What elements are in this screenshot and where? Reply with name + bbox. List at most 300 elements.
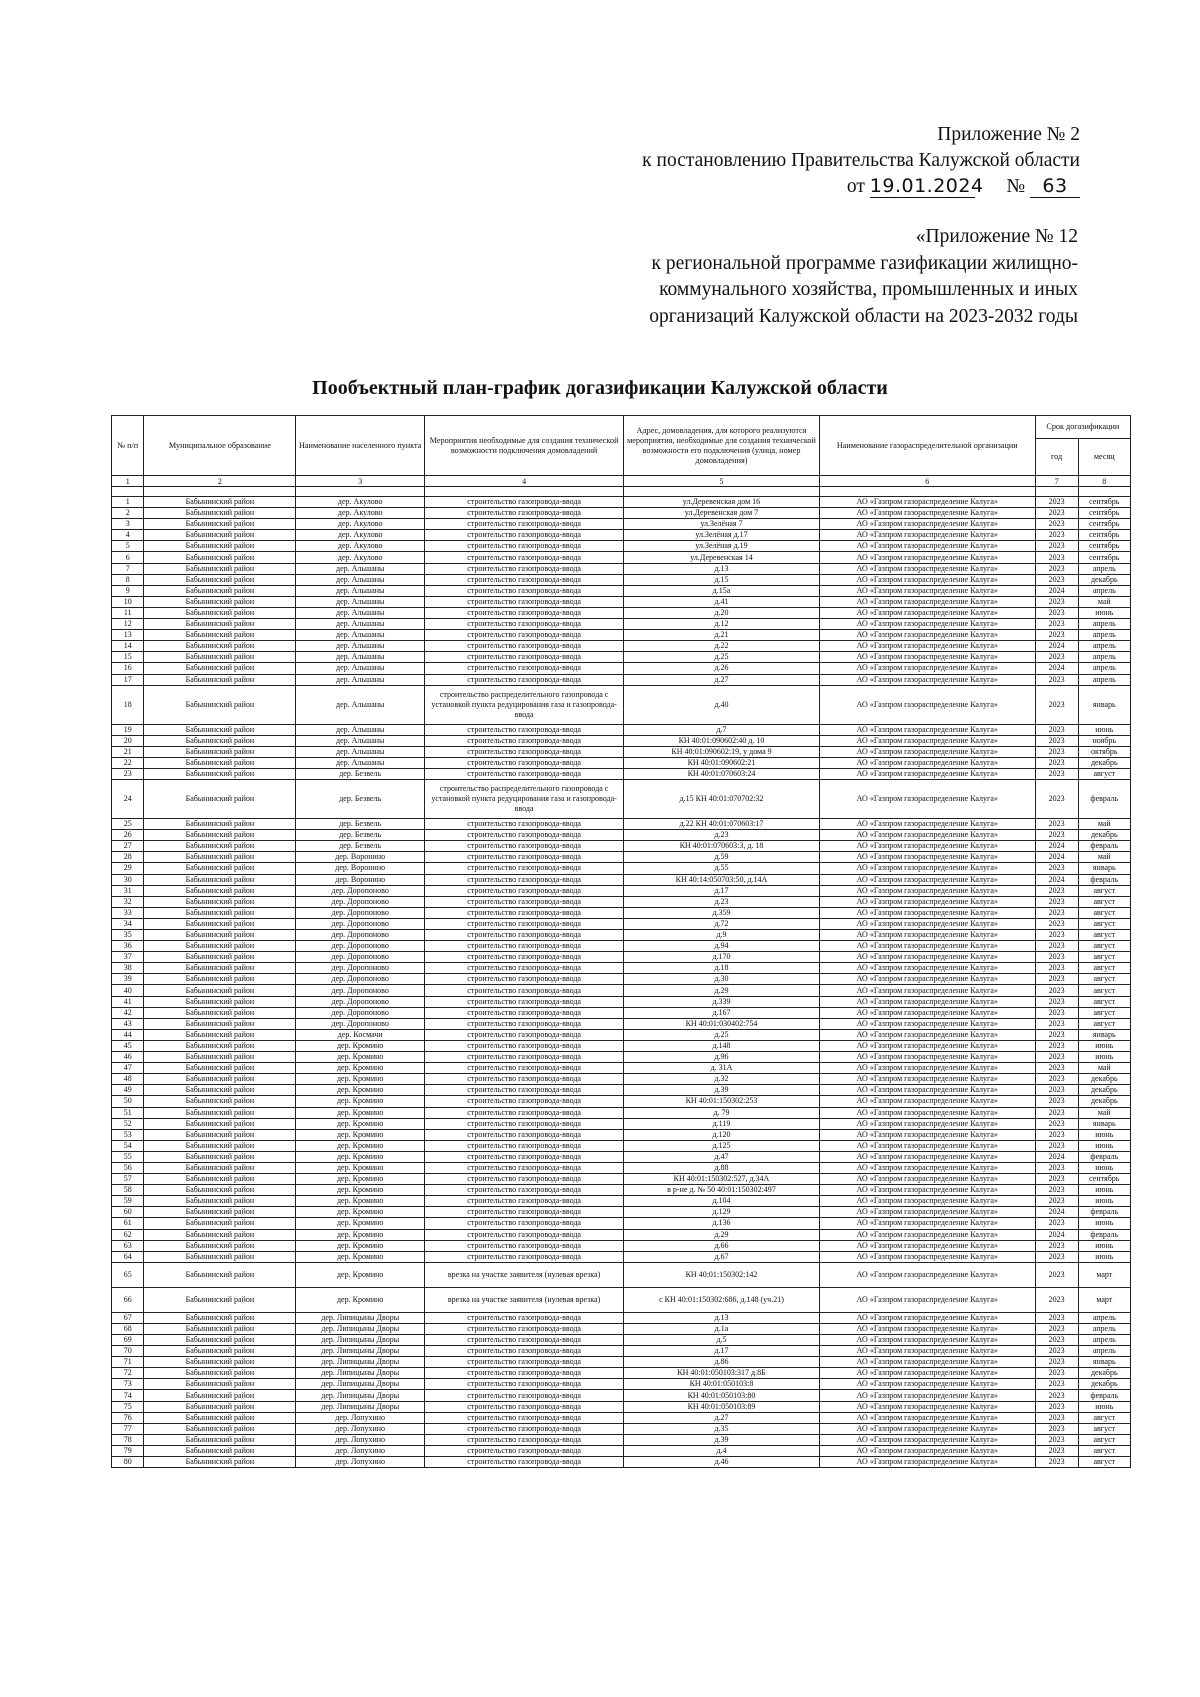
measure-cell: строительство газопровода-ввода bbox=[425, 1063, 624, 1074]
address-cell: д.29 bbox=[624, 985, 820, 996]
year-cell: 2023 bbox=[1035, 735, 1078, 746]
measure-cell: строительство газопровода-ввода bbox=[425, 1401, 624, 1412]
month-cell: декабрь bbox=[1078, 757, 1130, 768]
month-cell: январь bbox=[1078, 1357, 1130, 1368]
settlement-cell: дер. Кромино bbox=[296, 1251, 425, 1262]
gdo-cell: АО «Газпром газораспределение Калуга» bbox=[819, 1401, 1035, 1412]
year-cell: 2023 bbox=[1035, 918, 1078, 929]
year-cell: 2023 bbox=[1035, 619, 1078, 630]
table-row bbox=[112, 1218, 1131, 1229]
measure-cell: строительство газопровода-ввода bbox=[425, 1162, 624, 1173]
gdo-cell: АО «Газпром газораспределение Калуга» bbox=[819, 1229, 1035, 1240]
gdo-cell: АО «Газпром газораспределение Калуга» bbox=[819, 1085, 1035, 1096]
municipality-cell: Бабынинский район bbox=[144, 1040, 296, 1051]
address-cell: д.88 bbox=[624, 1162, 820, 1173]
address-cell: д.1а bbox=[624, 1323, 820, 1334]
measure-cell: строительство газопровода-ввода bbox=[425, 1018, 624, 1029]
gdo-cell: АО «Газпром газораспределение Калуга» bbox=[819, 1196, 1035, 1207]
col-number: 8 bbox=[1078, 476, 1130, 487]
settlement-cell: дер. Воронино bbox=[296, 852, 425, 863]
address-cell: д.15 bbox=[624, 574, 820, 585]
settlement-cell: дер. Доропоново bbox=[296, 985, 425, 996]
table-row bbox=[112, 885, 1131, 896]
table-row bbox=[112, 619, 1131, 630]
row-number: 55 bbox=[112, 1151, 144, 1162]
measure-cell: строительство газопровода-ввода bbox=[425, 930, 624, 941]
year-cell: 2024 bbox=[1035, 841, 1078, 852]
address-cell: ул.Зелёная д.17 bbox=[624, 530, 820, 541]
gdo-cell: АО «Газпром газораспределение Калуга» bbox=[819, 1096, 1035, 1107]
address-cell: д.136 bbox=[624, 1218, 820, 1229]
table-row bbox=[112, 563, 1131, 574]
measure-cell: строительство газопровода-ввода bbox=[425, 819, 624, 830]
measure-cell: строительство газопровода-ввода bbox=[425, 641, 624, 652]
year-cell: 2023 bbox=[1035, 563, 1078, 574]
table-row bbox=[112, 874, 1131, 885]
year-cell: 2023 bbox=[1035, 1287, 1078, 1312]
month-cell: декабрь bbox=[1078, 1085, 1130, 1096]
year-cell: 2023 bbox=[1035, 1457, 1078, 1468]
municipality-cell: Бабынинский район bbox=[144, 1207, 296, 1218]
settlement-cell: дер. Альшаны bbox=[296, 663, 425, 674]
row-number: 5 bbox=[112, 541, 144, 552]
month-cell: февраль bbox=[1078, 1390, 1130, 1401]
decree-date: 19.01.2024 bbox=[869, 175, 984, 197]
gdo-cell: АО «Газпром газораспределение Калуга» bbox=[819, 1251, 1035, 1262]
month-cell: август bbox=[1078, 996, 1130, 1007]
settlement-cell: дер. Альшаны bbox=[296, 585, 425, 596]
settlement-cell: дер. Альшаны bbox=[296, 619, 425, 630]
settlement-cell: дер. Доропоново bbox=[296, 963, 425, 974]
address-cell: КН 40:01:150302:527, д.34А bbox=[624, 1174, 820, 1185]
row-number: 12 bbox=[112, 619, 144, 630]
settlement-cell: дер. Космачи bbox=[296, 1029, 425, 1040]
table-row bbox=[112, 941, 1131, 952]
measure-cell: строительство газопровода-ввода bbox=[425, 1312, 624, 1323]
gdo-cell: АО «Газпром газораспределение Калуга» bbox=[819, 996, 1035, 1007]
gdo-cell: АО «Газпром газораспределение Калуга» bbox=[819, 1346, 1035, 1357]
month-cell: сентябрь bbox=[1078, 508, 1130, 519]
settlement-cell: дер. Альшаны bbox=[296, 652, 425, 663]
municipality-cell: Бабынинский район bbox=[144, 963, 296, 974]
measure-cell: врезка на участке заявителя (нулевая врезка) bbox=[425, 1262, 624, 1287]
row-number: 53 bbox=[112, 1129, 144, 1140]
year-cell: 2023 bbox=[1035, 863, 1078, 874]
row-number: 2 bbox=[112, 508, 144, 519]
measure-cell: строительство газопровода-ввода bbox=[425, 1390, 624, 1401]
measure-cell: строительство газопровода-ввода bbox=[425, 1423, 624, 1434]
municipality-cell: Бабынинский район bbox=[144, 735, 296, 746]
measure-cell: врезка на участке заявителя (нулевая врезка) bbox=[425, 1287, 624, 1312]
municipality-cell: Бабынинский район bbox=[144, 619, 296, 630]
address-cell: д.59 bbox=[624, 852, 820, 863]
table-body bbox=[112, 497, 1131, 1468]
table-row bbox=[112, 1401, 1131, 1412]
row-number: 65 bbox=[112, 1262, 144, 1287]
settlement-cell: дер. Доропоново bbox=[296, 930, 425, 941]
settlement-cell: дер. Альшаны bbox=[296, 685, 425, 724]
address-cell: КН 40:01:050103:8 bbox=[624, 1379, 820, 1390]
settlement-cell: дер. Кромино bbox=[296, 1085, 425, 1096]
program-appendix-header bbox=[518, 224, 1078, 330]
gasification-schedule-table bbox=[111, 415, 1131, 1468]
measure-cell: строительство газопровода-ввода bbox=[425, 724, 624, 735]
col-number: 5 bbox=[624, 476, 820, 487]
table-row bbox=[112, 1107, 1131, 1118]
year-cell: 2023 bbox=[1035, 724, 1078, 735]
table-row bbox=[112, 1357, 1131, 1368]
measure-cell: строительство газопровода-ввода bbox=[425, 630, 624, 641]
date-label: от bbox=[846, 176, 865, 197]
gdo-cell: АО «Газпром газораспределение Калуга» bbox=[819, 746, 1035, 757]
program-appendix-number: «Приложение № 12 bbox=[915, 226, 1078, 247]
row-number: 78 bbox=[112, 1434, 144, 1445]
address-cell: в р-не д. № 50 40:01:150302:497 bbox=[624, 1185, 820, 1196]
row-number: 54 bbox=[112, 1140, 144, 1151]
row-number: 57 bbox=[112, 1174, 144, 1185]
year-cell: 2023 bbox=[1035, 974, 1078, 985]
year-cell: 2023 bbox=[1035, 768, 1078, 779]
row-number: 51 bbox=[112, 1107, 144, 1118]
row-number: 37 bbox=[112, 952, 144, 963]
year-cell: 2023 bbox=[1035, 1196, 1078, 1207]
municipality-cell: Бабынинский район bbox=[144, 1007, 296, 1018]
year-cell: 2023 bbox=[1035, 896, 1078, 907]
measure-cell: строительство газопровода-ввода bbox=[425, 1074, 624, 1085]
address-cell: КН 40:01:090602:21 bbox=[624, 757, 820, 768]
row-number: 19 bbox=[112, 724, 144, 735]
month-cell: август bbox=[1078, 918, 1130, 929]
col-header-num: № п/п bbox=[112, 416, 144, 476]
measure-cell: строительство газопровода-ввода bbox=[425, 985, 624, 996]
municipality-cell: Бабынинский район bbox=[144, 1357, 296, 1368]
address-cell: д.15 КН 40:01:070702:32 bbox=[624, 780, 820, 819]
table-row bbox=[112, 996, 1131, 1007]
col-header-address: Адрес, домовладения, для которого реализуются мероприятия, необходимые для создания технической возможности его подключения (улица, номер домовладения) bbox=[624, 416, 820, 476]
gdo-cell: АО «Газпром газораспределение Калуга» bbox=[819, 652, 1035, 663]
year-cell: 2023 bbox=[1035, 1368, 1078, 1379]
table-row bbox=[112, 607, 1131, 618]
address-cell: д.47 bbox=[624, 1151, 820, 1162]
measure-cell: строительство газопровода-ввода bbox=[425, 1457, 624, 1468]
row-number: 13 bbox=[112, 630, 144, 641]
gdo-cell: АО «Газпром газораспределение Калуга» bbox=[819, 1007, 1035, 1018]
year-cell: 2023 bbox=[1035, 930, 1078, 941]
settlement-cell: дер. Кромино bbox=[296, 1074, 425, 1085]
table-row bbox=[112, 685, 1131, 724]
settlement-cell: дер. Лопухино bbox=[296, 1457, 425, 1468]
measure-cell: строительство газопровода-ввода bbox=[425, 1007, 624, 1018]
month-cell: сентябрь bbox=[1078, 519, 1130, 530]
municipality-cell: Бабынинский район bbox=[144, 519, 296, 530]
municipality-cell: Бабынинский район bbox=[144, 907, 296, 918]
address-cell: ул.Зелёная 7 bbox=[624, 519, 820, 530]
municipality-cell: Бабынинский район bbox=[144, 1287, 296, 1312]
municipality-cell: Бабынинский район bbox=[144, 852, 296, 863]
gdo-cell: АО «Газпром газораспределение Калуга» bbox=[819, 768, 1035, 779]
municipality-cell: Бабынинский район bbox=[144, 885, 296, 896]
year-cell: 2023 bbox=[1035, 757, 1078, 768]
measure-cell: строительство газопровода-ввода bbox=[425, 541, 624, 552]
gdo-cell: АО «Газпром газораспределение Калуга» bbox=[819, 1185, 1035, 1196]
month-cell: декабрь bbox=[1078, 574, 1130, 585]
month-cell: август bbox=[1078, 985, 1130, 996]
address-cell: д.129 bbox=[624, 1207, 820, 1218]
table-row bbox=[112, 724, 1131, 735]
address-cell: д.22 КН 40:01:070603:17 bbox=[624, 819, 820, 830]
address-cell: д.46 bbox=[624, 1457, 820, 1468]
table-row bbox=[112, 1207, 1131, 1218]
measure-cell: строительство газопровода-ввода bbox=[425, 1196, 624, 1207]
appendix-number: Приложение № 2 bbox=[937, 124, 1080, 145]
month-cell: январь bbox=[1078, 1118, 1130, 1129]
address-cell: д.40 bbox=[624, 685, 820, 724]
table-row bbox=[112, 663, 1131, 674]
measure-cell: строительство газопровода-ввода bbox=[425, 497, 624, 508]
table-row bbox=[112, 1323, 1131, 1334]
row-number: 26 bbox=[112, 830, 144, 841]
table-row bbox=[112, 630, 1131, 641]
month-cell: июнь bbox=[1078, 1129, 1130, 1140]
year-cell: 2023 bbox=[1035, 985, 1078, 996]
col-header-municipality: Муниципальное образование bbox=[144, 416, 296, 476]
gdo-cell: АО «Газпром газораспределение Калуга» bbox=[819, 885, 1035, 896]
municipality-cell: Бабынинский район bbox=[144, 1162, 296, 1173]
address-cell: д. 31А bbox=[624, 1063, 820, 1074]
municipality-cell: Бабынинский район bbox=[144, 746, 296, 757]
month-cell: июнь bbox=[1078, 1251, 1130, 1262]
year-cell: 2023 bbox=[1035, 1323, 1078, 1334]
month-cell: май bbox=[1078, 1107, 1130, 1118]
municipality-cell: Бабынинский район bbox=[144, 497, 296, 508]
table-row bbox=[112, 974, 1131, 985]
gdo-cell: АО «Газпром газораспределение Калуга» bbox=[819, 896, 1035, 907]
table-row bbox=[112, 585, 1131, 596]
measure-cell: строительство газопровода-ввода bbox=[425, 1140, 624, 1151]
settlement-cell: дер. Кромино bbox=[296, 1162, 425, 1173]
program-ref-line-3: организаций Калужской области на 2023-2032 годы bbox=[649, 305, 1078, 327]
month-cell: декабрь bbox=[1078, 1096, 1130, 1107]
month-cell: апрель bbox=[1078, 619, 1130, 630]
municipality-cell: Бабынинский район bbox=[144, 930, 296, 941]
row-number: 43 bbox=[112, 1018, 144, 1029]
settlement-cell: дер. Воронино bbox=[296, 863, 425, 874]
month-cell: апрель bbox=[1078, 1312, 1130, 1323]
year-cell: 2023 bbox=[1035, 780, 1078, 819]
month-cell: декабрь bbox=[1078, 1368, 1130, 1379]
row-number: 80 bbox=[112, 1457, 144, 1468]
municipality-cell: Бабынинский район bbox=[144, 1107, 296, 1118]
settlement-cell: дер. Липицыны Дворы bbox=[296, 1323, 425, 1334]
gdo-cell: АО «Газпром газораспределение Калуга» bbox=[819, 497, 1035, 508]
row-number: 28 bbox=[112, 852, 144, 863]
row-number: 29 bbox=[112, 863, 144, 874]
month-cell: март bbox=[1078, 1262, 1130, 1287]
col-header-deadline: Срок догазификации bbox=[1035, 416, 1130, 439]
year-cell: 2023 bbox=[1035, 1445, 1078, 1456]
table-row bbox=[112, 1240, 1131, 1251]
row-number: 73 bbox=[112, 1379, 144, 1390]
measure-cell: строительство газопровода-ввода bbox=[425, 563, 624, 574]
table-row bbox=[112, 1390, 1131, 1401]
year-cell: 2023 bbox=[1035, 1129, 1078, 1140]
month-cell: сентябрь bbox=[1078, 552, 1130, 563]
settlement-cell: дер. Кромино bbox=[296, 1240, 425, 1251]
decree-date-number-line bbox=[480, 174, 1080, 200]
year-cell: 2023 bbox=[1035, 1007, 1078, 1018]
municipality-cell: Бабынинский район bbox=[144, 1423, 296, 1434]
settlement-cell: дер. Альшаны bbox=[296, 757, 425, 768]
gdo-cell: АО «Газпром газораспределение Калуга» bbox=[819, 724, 1035, 735]
row-number: 24 bbox=[112, 780, 144, 819]
row-number: 52 bbox=[112, 1118, 144, 1129]
measure-cell: строительство газопровода-ввода bbox=[425, 1096, 624, 1107]
row-number: 7 bbox=[112, 563, 144, 574]
address-cell: д.96 bbox=[624, 1052, 820, 1063]
year-cell: 2023 bbox=[1035, 885, 1078, 896]
month-cell: апрель bbox=[1078, 630, 1130, 641]
year-cell: 2023 bbox=[1035, 1185, 1078, 1196]
row-number: 34 bbox=[112, 918, 144, 929]
municipality-cell: Бабынинский район bbox=[144, 641, 296, 652]
gdo-cell: АО «Газпром газораспределение Калуга» bbox=[819, 685, 1035, 724]
table-row bbox=[112, 1346, 1131, 1357]
measure-cell: строительство газопровода-ввода bbox=[425, 841, 624, 852]
row-number: 18 bbox=[112, 685, 144, 724]
year-cell: 2023 bbox=[1035, 1379, 1078, 1390]
address-cell: д.22 bbox=[624, 641, 820, 652]
year-cell: 2024 bbox=[1035, 1229, 1078, 1240]
measure-cell: строительство газопровода-ввода bbox=[425, 952, 624, 963]
settlement-cell: дер. Альшаны bbox=[296, 574, 425, 585]
municipality-cell: Бабынинский район bbox=[144, 1052, 296, 1063]
gdo-cell: АО «Газпром газораспределение Калуга» bbox=[819, 1379, 1035, 1390]
measure-cell: строительство газопровода-ввода bbox=[425, 508, 624, 519]
table-row bbox=[112, 1018, 1131, 1029]
month-cell: февраль bbox=[1078, 1151, 1130, 1162]
settlement-cell: дер. Липицыны Дворы bbox=[296, 1357, 425, 1368]
year-cell: 2023 bbox=[1035, 1346, 1078, 1357]
settlement-cell: дер. Безвель bbox=[296, 830, 425, 841]
municipality-cell: Бабынинский район bbox=[144, 1196, 296, 1207]
municipality-cell: Бабынинский район bbox=[144, 985, 296, 996]
row-number: 77 bbox=[112, 1423, 144, 1434]
measure-cell: строительство газопровода-ввода bbox=[425, 1129, 624, 1140]
year-cell: 2023 bbox=[1035, 1096, 1078, 1107]
month-cell: апрель bbox=[1078, 652, 1130, 663]
table-row bbox=[112, 830, 1131, 841]
settlement-cell: дер. Безвель bbox=[296, 780, 425, 819]
measure-cell: строительство газопровода-ввода bbox=[425, 1107, 624, 1118]
row-number: 30 bbox=[112, 874, 144, 885]
row-number: 47 bbox=[112, 1063, 144, 1074]
municipality-cell: Бабынинский район bbox=[144, 941, 296, 952]
program-ref-line-1: к региональной программе газификации жилищно- bbox=[651, 252, 1078, 274]
row-number: 1 bbox=[112, 497, 144, 508]
municipality-cell: Бабынинский район bbox=[144, 918, 296, 929]
measure-cell: строительство газопровода-ввода bbox=[425, 607, 624, 618]
address-cell: д.167 bbox=[624, 1007, 820, 1018]
year-cell: 2023 bbox=[1035, 941, 1078, 952]
measure-cell: строительство газопровода-ввода bbox=[425, 552, 624, 563]
address-cell: д.25 bbox=[624, 1029, 820, 1040]
gdo-cell: АО «Газпром газораспределение Калуга» bbox=[819, 863, 1035, 874]
year-cell: 2023 bbox=[1035, 1434, 1078, 1445]
row-number: 11 bbox=[112, 607, 144, 618]
table-row bbox=[112, 918, 1131, 929]
settlement-cell: дер. Доропоново bbox=[296, 918, 425, 929]
address-cell: д.30 bbox=[624, 974, 820, 985]
gdo-cell: АО «Газпром газораспределение Калуга» bbox=[819, 757, 1035, 768]
address-cell: д.18 bbox=[624, 963, 820, 974]
address-cell: д.4 bbox=[624, 1445, 820, 1456]
municipality-cell: Бабынинский район bbox=[144, 574, 296, 585]
year-cell: 2023 bbox=[1035, 1029, 1078, 1040]
table-row bbox=[112, 574, 1131, 585]
col-header-month: месяц bbox=[1078, 439, 1130, 476]
gdo-cell: АО «Газпром газораспределение Калуга» bbox=[819, 985, 1035, 996]
month-cell: февраль bbox=[1078, 874, 1130, 885]
gdo-cell: АО «Газпром газораспределение Калуга» bbox=[819, 1018, 1035, 1029]
year-cell: 2023 bbox=[1035, 607, 1078, 618]
month-cell: сентябрь bbox=[1078, 497, 1130, 508]
table-row bbox=[112, 1052, 1131, 1063]
measure-cell: строительство газопровода-ввода bbox=[425, 1323, 624, 1334]
month-cell: июнь bbox=[1078, 1040, 1130, 1051]
month-cell: август bbox=[1078, 1018, 1130, 1029]
measure-cell: строительство газопровода-ввода bbox=[425, 1357, 624, 1368]
year-cell: 2023 bbox=[1035, 1085, 1078, 1096]
gdo-cell: АО «Газпром газораспределение Калуга» bbox=[819, 619, 1035, 630]
settlement-cell: дер. Доропоново bbox=[296, 974, 425, 985]
municipality-cell: Бабынинский район bbox=[144, 874, 296, 885]
table-row bbox=[112, 1174, 1131, 1185]
row-number: 8 bbox=[112, 574, 144, 585]
municipality-cell: Бабынинский район bbox=[144, 1323, 296, 1334]
month-cell: июнь bbox=[1078, 1240, 1130, 1251]
gdo-cell: АО «Газпром газораспределение Калуга» bbox=[819, 674, 1035, 685]
settlement-cell: дер. Альшаны bbox=[296, 563, 425, 574]
settlement-cell: дер. Акулово bbox=[296, 541, 425, 552]
row-number: 72 bbox=[112, 1368, 144, 1379]
table-row bbox=[112, 1151, 1131, 1162]
municipality-cell: Бабынинский район bbox=[144, 530, 296, 541]
municipality-cell: Бабынинский район bbox=[144, 1390, 296, 1401]
row-number: 4 bbox=[112, 530, 144, 541]
decree-reference: к постановлению Правительства Калужской области bbox=[642, 150, 1080, 171]
measure-cell: строительство газопровода-ввода bbox=[425, 918, 624, 929]
settlement-cell: дер. Кромино bbox=[296, 1129, 425, 1140]
table-row bbox=[112, 952, 1131, 963]
measure-cell: строительство газопровода-ввода bbox=[425, 1251, 624, 1262]
measure-cell: строительство газопровода-ввода bbox=[425, 1445, 624, 1456]
year-cell: 2024 bbox=[1035, 585, 1078, 596]
row-number: 3 bbox=[112, 519, 144, 530]
year-cell: 2023 bbox=[1035, 907, 1078, 918]
settlement-cell: дер. Безвель bbox=[296, 841, 425, 852]
municipality-cell: Бабынинский район bbox=[144, 952, 296, 963]
year-cell: 2023 bbox=[1035, 952, 1078, 963]
address-cell: д.67 bbox=[624, 1251, 820, 1262]
settlement-cell: дер. Липицыны Дворы bbox=[296, 1390, 425, 1401]
municipality-cell: Бабынинский район bbox=[144, 685, 296, 724]
municipality-cell: Бабынинский район bbox=[144, 1368, 296, 1379]
table-row bbox=[112, 1457, 1131, 1468]
table-row bbox=[112, 596, 1131, 607]
row-number: 9 bbox=[112, 585, 144, 596]
settlement-cell: дер. Кромино bbox=[296, 1096, 425, 1107]
table-row bbox=[112, 852, 1131, 863]
